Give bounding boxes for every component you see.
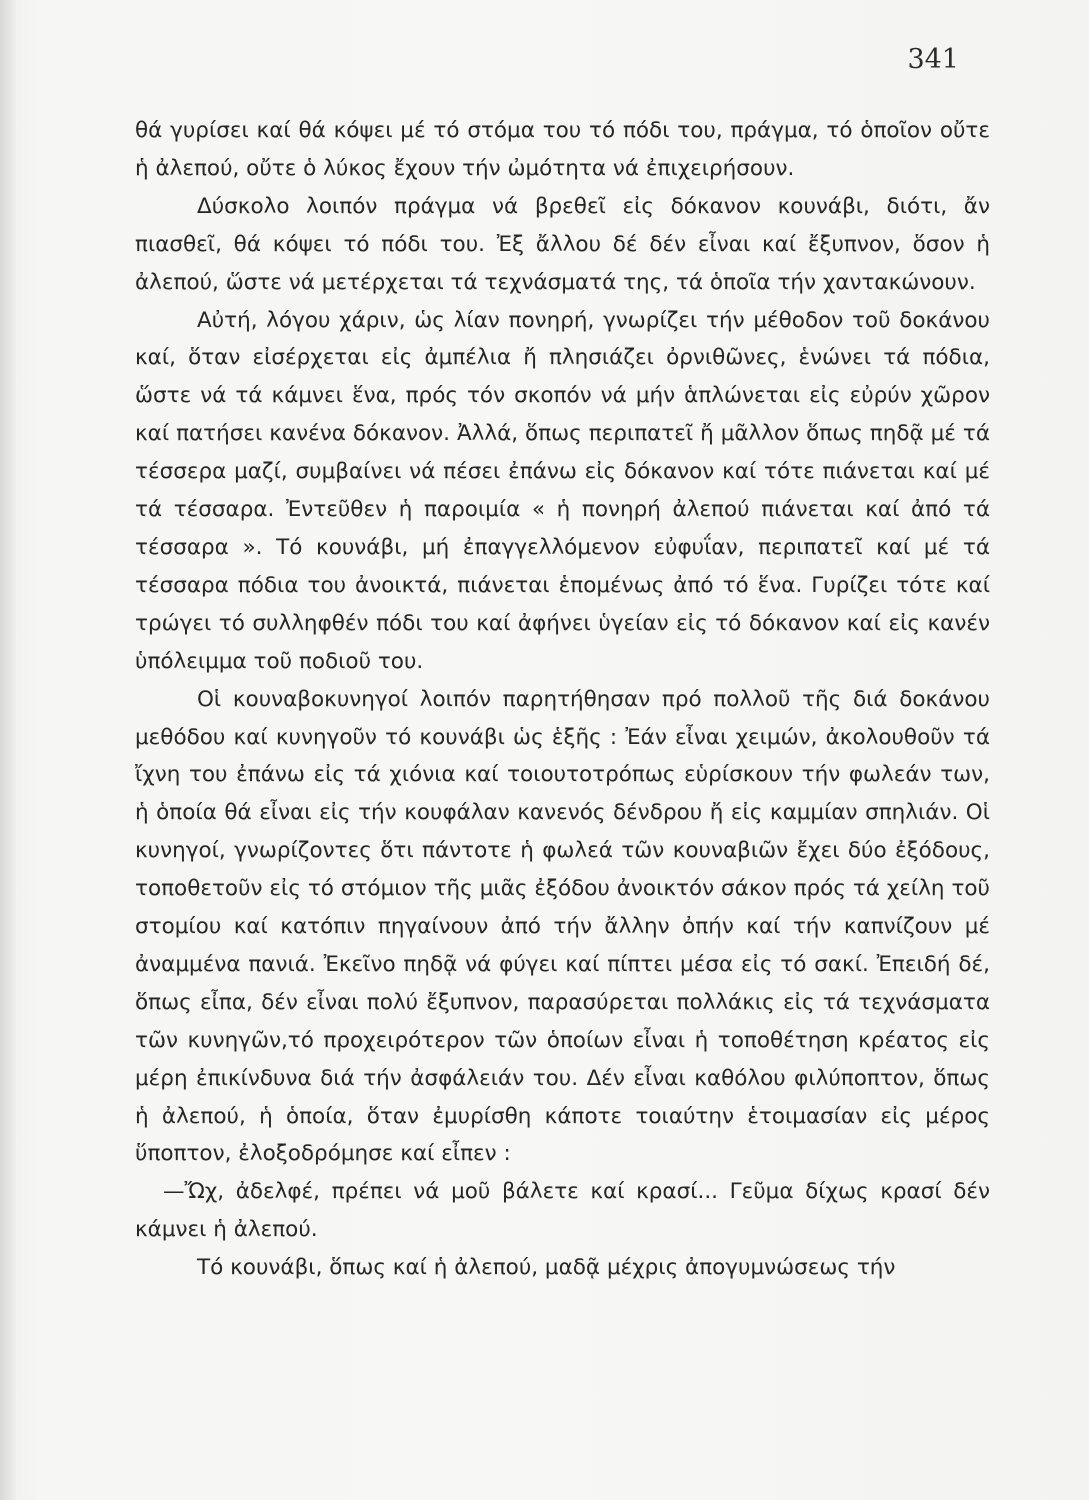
paragraph: Τό κουνάβι, ὅπως καί ἡ ἀλεπού, μαδᾷ μέχρις ἀπογυμνώσεως τήν [197,1255,896,1281]
paragraph: Οἱ κουναβοκυνηγοί λοιπόν παρητήθησαν πρό πολλοῦ τῆς διά δοκάνου μεθόδου καί κυνηγοῦν τό κουνάβι ὡς ἑξῆς : Ἐάν εἶναι χειμών, ἀκολουθοῦν τά ἴχνη του ἐπάνω εἰς τά χιόνια καί τοιουτοτρόπως εὑρίσκουν τήν φωλεάν των, ἡ ὁποία θά εἶναι εἰς τήν κουφάλαν κανενός δένδρου ἤ εἰς καμμίαν σπηλιάν. Οἱ κυνηγοί, γνωρίζοντες ὅτι πάντοτε ἡ φωλεά τῶν κουναβιῶν ἔχει δύο ἐξόδους, τοποθετοῦν εἰς τό στόμιον τῆς μιᾶς ἐξόδου ἀνοικτόν σάκον πρός τά χείλη τοῦ στομίου καί κατόπιν πηγαίνουν ἀπό τήν ἄλλην ὀπήν καί τήν καπνίζουν μέ ἀναμμένα πανιά. Ἐκεῖνο πηδᾷ νά φύγει καί πίπτει μέσα εἰς τό σακί. Ἐπειδή δέ, ὅπως εἶπα, δέν εἶναι πολύ ἔξυπνον, παρασύρεται πολλάκις εἰς τά τεχνάσματα τῶν κυνηγῶν,τό προχειρότερον τῶν ὁποίων εἶναι ἡ τοποθέτηση κρέατος εἰς μέρη ἐπικίνδυνα διά τήν ἀσφάλειάν του. Δέν εἶναι καθόλου φιλύποπτον, ὅπως ἡ ἀλεπού, ἡ ὁποία, ὅταν ἐμυρίσθη κάποτε τοιαύτην ἑτοιμασίαν εἰς μέρος ὕποπτον, ἐλοξοδρόμησε καί εἶπεν : [135,686,990,1167]
page-number: 341 [907,44,959,75]
paragraph: Δύσκολο λοιπόν πράγμα νά βρεθεῖ εἰς δόκανον κουνάβι, διότι, ἄν πιασθεῖ, θά κόψει τό πόδι του. Ἐξ ἄλλου δέ δέν εἶναι καί ἔξυπνον, ὅσον ἡ ἀλεπού, ὥστε νά μετέρχεται τά τεχνάσματά της, τά ὁποῖα τήν χαντακώνουν. [135,193,990,295]
paragraph-continuation: θά γυρίσει καί θά κόψει μέ τό στόμα του τό πόδι του, πράγμα, τό ὁποῖον οὔτε ἡ ἀλεπού, οὔτε ὁ λύκος ἔχουν τήν ὠμότητα νά ἐπιχειρήσουν. [135,118,990,181]
dialogue-paragraph: —Ὤχ, ἀδελφέ, πρέπει νά μοῦ βάλετε καί κρασί... Γεῦμα δίχως κρασί δέν κάμνει ἡ ἀλεπού. [135,1179,990,1243]
body-text [135,112,990,1287]
page-gutter-shadow [0,0,16,1500]
paragraph: Αὐτή, λόγου χάριν, ὡς λίαν πονηρή, γνωρίζει τήν μέθοδον τοῦ δοκάνου καί, ὅταν εἰσέρχεται εἰς ἀμπέλια ἤ πλησιάζει ὀρνιθῶνες, ἑνώνει τά πόδια, ὥστε νά τά κάμνει ἕνα, πρός τόν σκοπόν νά μήν ἁπλώνεται εἰς εὐρύν χῶρον καί πατήσει κανένα δόκανον. Ἀλλά, ὅπως περιπατεῖ ἤ μᾶλλον ὅπως πηδᾷ μέ τά τέσσερα μαζί, συμβαίνει νά πέσει ἐπάνω εἰς δόκανον καί τότε πιάνεται καί μέ τά τέσσαρα. Ἐντεῦθεν ἡ παροιμία « ἡ πονηρή ἀλεπού πιάνεται καί ἀπό τά τέσσαρα ». Τό κουνάβι, μή ἐπαγγελλόμενον εὐφυΐαν, περιπατεῖ καί μέ τά τέσσαρα πόδια του ἀνοικτά, πιάνεται ἑπομένως ἀπό τό ἕνα. Γυρίζει τότε καί τρώγει τό συλληφθέν πόδι του καί ἀφήνει ὑγείαν εἰς τό δόκανον καί εἰς κανέν ὑπόλειμμα τοῦ ποδιοῦ του. [135,307,990,674]
